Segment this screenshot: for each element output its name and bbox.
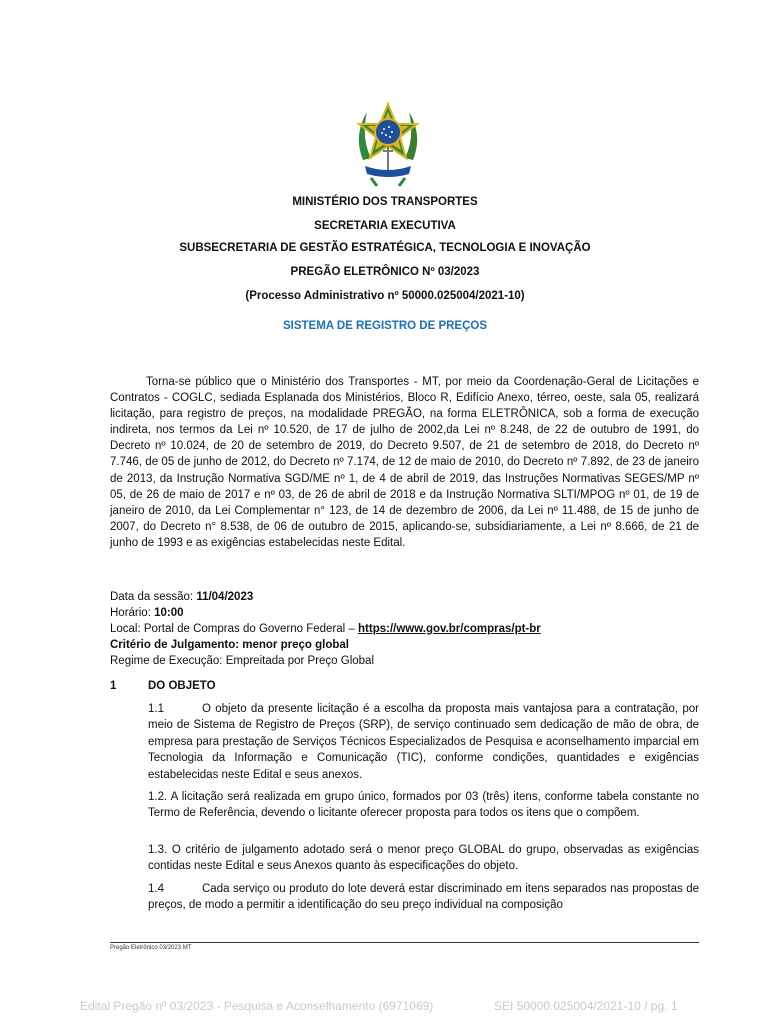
secretariat-heading: SECRETARIA EXECUTIVA <box>314 220 456 232</box>
brasao-emblem <box>353 100 423 188</box>
regime-execucao: Regime de Execução: Empreitada por Preço Global <box>110 655 375 667</box>
item-1-2 <box>148 789 699 822</box>
sistema-heading: SISTEMA DE REGISTRO DE PREÇOS <box>282 320 488 332</box>
watermark-sei-page: SEI 50000.025004/2021-10 / pg. 1 <box>494 999 678 1013</box>
pregao-heading: PREGÃO ELETRÔNICO Nº 03/2023 <box>290 266 480 278</box>
item-number: 1.4 <box>148 883 164 895</box>
item-1-4 <box>148 881 699 914</box>
intro-paragraph: Torna-se público que o Ministério dos Transportes - MT, por meio da Coordenação-Geral de Licitações e Contratos - COGLC, sediada Esplanada dos Ministérios, Bloco R, Edifício Anexo, térreo, oeste, sala 05, realizará licitação, para registro de preços, na modalidade PREGÃO, na forma ELETRÔNICA, sob a forma de execução indireta, nos termos da Lei nº 10.520, de 17 de julho de 2002,da Lei nº 8.248, de 22 de outubro de 1991, do Decreto nº 10.024, de 20 de setembro de 2019, do Decreto 9.507, de 21 de setembro de 2018, do Decreto nº 7.746, de 05 de junho de 2012, do Decreto nº 7.174, de 12 de maio de 2010, do Decreto nº 7.892, de 23 de janeiro de 2013, da Instrução Normativa SGD/ME nº 1, de 4 de abril de 2019, das Instruções Normativas SEGES/MP nº 05, de 26 de maio de 2017 e nº 03, de 26 de abril de 2018 e da Instrução Normativa SLTI/MPOG nº 01, de 19 de janeiro de 2010, da Lei Complementar n° 123, de 14 de dezembro de 2006, da Lei nº 11.488, de 15 de junho de 2007, do Decreto n° 8.538, de 06 de outubro de 2015, aplicando-se, subsidiariamente, a Lei nº 8.666, de 21 de junho de 1993 e as exigências estabelecidas neste Edital. <box>110 376 699 549</box>
item-text: 1.2. A licitação será realizada em grupo único, formados por 03 (três) itens, conforme tabela constante no Termo de Referência, devendo o licitante oferecer proposta para todos os itens que o compõem. <box>148 791 699 820</box>
section-title: DO OBJETO <box>148 680 216 692</box>
compras-link[interactable]: https://www.gov.br/compras/pt-br <box>358 623 541 635</box>
processo-heading: (Processo Administrativo nº 50000.025004/2021-10) <box>245 290 525 302</box>
session-date-label: Data da sessão: <box>110 591 197 603</box>
item-1-3 <box>148 842 699 875</box>
session-local <box>110 623 541 635</box>
session-time-value: 10:00 <box>154 607 184 619</box>
session-time <box>110 607 184 619</box>
item-number: 1.1 <box>148 703 164 715</box>
item-text: 1.3. O critério de julgamento adotado será o menor preço GLOBAL do grupo, observadas as exigências contidas neste Edital e seus Anexos quanto às especificações do objeto. <box>148 844 699 873</box>
session-local-label: Local: Portal de Compras do Governo Federal – <box>110 623 359 635</box>
watermark-document-title: Edital Pregão nº 03/2023 - Pesquisa e Aconselhamento (6971069) <box>80 999 434 1013</box>
footer-text: Pregão Eletrônico 03/2023 MT <box>110 945 192 951</box>
section-number: 1 <box>110 680 117 692</box>
footer-rule <box>110 942 699 943</box>
item-text: Cada serviço ou produto do lote deverá estar discriminado em itens separados nas propostas de preços, de modo a permitir a identificação do seu preço individual na composição <box>148 883 699 912</box>
item-text: O objeto da presente licitação é a escolha da proposta mais vantajosa para a contratação, por meio de Sistema de Registro de Preços (SRP), de serviço continuado sem dedicação de mão de obra, de empresa para prestação de Serviços Técnicos Especializados de Pesquisa e aconselhamento imparcial em Tecnologia da Informação e Comunicação (TIC), conforme condições, quantidades e exigências estabelecidas neste Edital e seus anexos. <box>148 703 699 781</box>
session-time-label: Horário: <box>110 607 155 619</box>
session-date-value: 11/04/2023 <box>196 591 254 603</box>
item-1-1 <box>148 701 699 783</box>
criterio-julgamento: Critério de Julgamento: menor preço global <box>110 639 349 651</box>
subsecretariat-heading: SUBSECRETARIA DE GESTÃO ESTRATÉGICA, TECNOLOGIA E INOVAÇÃO <box>179 242 591 254</box>
session-date <box>110 591 253 603</box>
ministry-heading: MINISTÉRIO DOS TRANSPORTES <box>292 196 478 208</box>
